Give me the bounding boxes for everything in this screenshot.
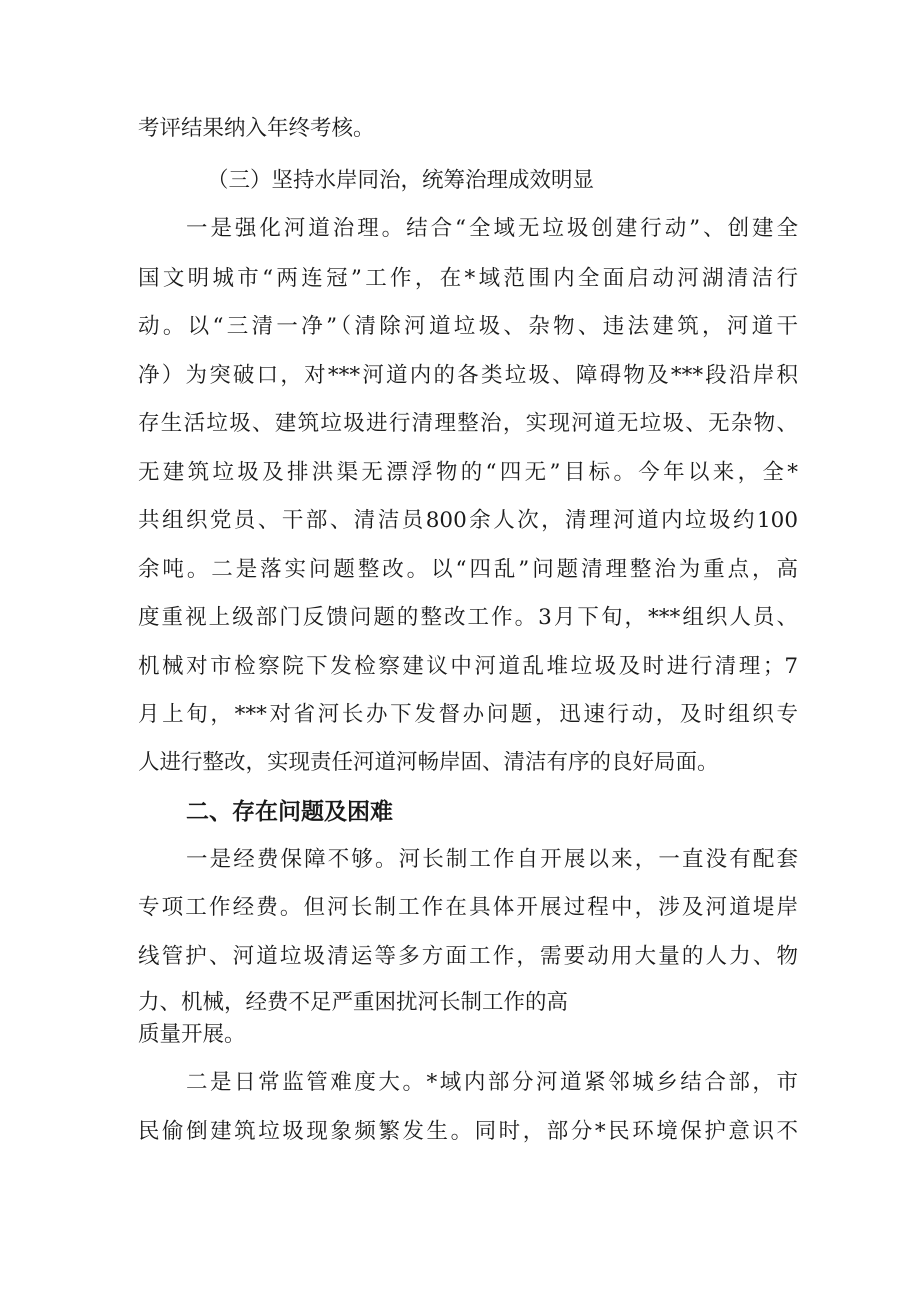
paragraph-line: 月上旬，***对省河长办下发督办问题，迅速行动，及时组织专 <box>138 702 798 727</box>
paragraph-line: 一是经费保障不够。河长制工作自开展以来，一直没有配套 <box>186 847 798 872</box>
paragraph-line: 无建筑垃圾及排洪渠无漂浮物的“四无”目标。今年以来，全* <box>138 460 798 485</box>
paragraph-line: 共组织党员、干部、清洁员800余人次，清理河道内垃圾约100 <box>138 508 798 533</box>
paragraph-line: 线管护、河道垃圾清运等多方面工作，需要动用大量的人力、物 <box>138 944 798 969</box>
paragraph-line: 动。以“三清一净”（清除河道垃圾、杂物、违法建筑，河道干 <box>138 314 798 339</box>
paragraph-line: 余吨。二是落实问题整改。以“四乱”问题清理整治为重点，高 <box>138 557 798 582</box>
paragraph-line: 考评结果纳入年终考核。 <box>138 116 375 141</box>
paragraph-line: 净）为突破口，对***河道内的各类垃圾、障碍物及***段沿岸积 <box>138 363 798 388</box>
paragraph-line: 质量开展。 <box>138 1022 246 1047</box>
paragraph-line: 民偷倒建筑垃圾现象频繁发生。同时，部分*民环境保护意识不 <box>138 1119 798 1144</box>
paragraph-line: 一是强化河道治理。结合“全域无垃圾创建行动”、创建全 <box>186 216 798 241</box>
paragraph-line: 存生活垃圾、建筑垃圾进行清理整治，实现河道无垃圾、无杂物、 <box>138 411 798 436</box>
paragraph-line: 专项工作经费。但河长制工作在具体开展过程中，涉及河道堤岸 <box>138 895 798 920</box>
paragraph-line: 人进行整改，实现责任河道河畅岸固、清洁有序的良好局面。 <box>138 750 719 775</box>
paragraph-line: 机械对市检察院下发检察建议中河道乱堆垃圾及时进行清理；7 <box>138 654 798 679</box>
section-subheading: （三）坚持水岸同治，统筹治理成效明显 <box>207 168 595 193</box>
paragraph-line: 度重视上级部门反馈问题的整改工作。3月下旬，***组织人员、 <box>138 605 798 630</box>
paragraph-line: 二是日常监管难度大。*域内部分河道紧邻城乡结合部，市 <box>186 1070 798 1095</box>
section-heading: 二、存在问题及困难 <box>186 799 393 825</box>
paragraph-line: 力、机械，经费不足严重困扰河长制工作的高 <box>138 990 569 1015</box>
paragraph-line: 国文明城市“两连冠”工作，在*域范围内全面启动河湖清洁行 <box>138 266 798 291</box>
